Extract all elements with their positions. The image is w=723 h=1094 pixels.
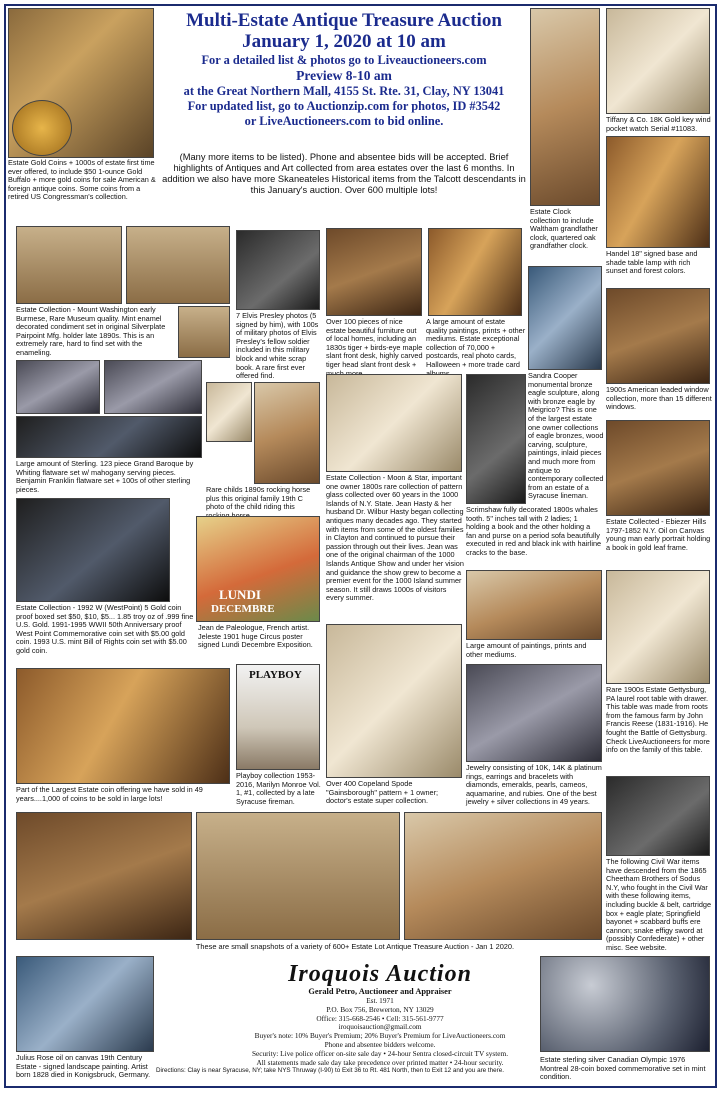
company-email: iroquoisauction@gmail.com (338, 1022, 422, 1032)
snapshot-photo-1 (16, 812, 192, 940)
header-preview-line: Preview 8-10 am (296, 68, 392, 83)
estate-coins-caption: Part of the Largest Estate coin offering we have sold in 49 years....1,000 of coins to be sold in large lots! (16, 785, 203, 803)
snapshots-caption: These are small snapshots of a variety of 600+ Estate Lot Antique Treasure Auction - Jan 1 2020. (195, 942, 515, 951)
scrimshaw-photo (466, 374, 526, 504)
poster-lundi-label: LUNDI (219, 587, 261, 602)
header-auctionzip-line: For updated list, go to Auctionzip.com for photos, ID #3542 (187, 99, 501, 113)
leaded-windows-photo (606, 288, 710, 384)
proof-coins-caption: Estate Collection - 1992 W (WestPoint) 5 Gold coin proof boxed set $50, $10, $5... 1.85 troy oz of .999 fine U.S. Gold. 1991-1995 WWII 50th Anniversary proof West Point Commemorative coin set with $5.00 gold coin. 1993 U.S. mint Bill of Rights coin set with $5.00 gold coin. (16, 603, 194, 655)
presley-photo (236, 230, 320, 310)
estate-coins-photo (16, 668, 230, 784)
auction-date: January 1, 2020 at 10 am (242, 31, 446, 52)
presley-caption: 7 Elvis Presley photos (5 signed by him), with 100s of military photos of Elvis Presley's fellow soldier included in this military block and white scrap book. A rare first ever offered find. (236, 311, 319, 381)
gold-coins-caption: Estate Gold Coins + 1000s of estate first time ever offered, to include $50 1-ounce Gold Buffalo + more gold coins for sale American & foreign antique coins. Some coins from a retired US Congressman's collection. (8, 158, 156, 202)
portrait-photo (606, 420, 710, 516)
condiment-set-photo-2 (126, 226, 230, 304)
buyers-premium: Buyer's note: 10% Buyer's Premium; 20% Buyer's Premium for LiveAuctioneers.com (254, 1031, 506, 1041)
intro-text: (Many more items to be listed). Phone and absentee bids will be accepted. Brief highlights of Antiques and Art collected from area estates over the last 6 months. In addition we also have more Skaneateles Historical items from the Talcott descendants in this January's auction. Over 600 multiple lots! (162, 152, 526, 195)
handel-lamp-photo (606, 136, 710, 248)
sterling-photo-3 (16, 416, 202, 458)
furniture-caption: Over 100 pieces of nice estate beautiful furniture out of local homes, including an 1830s tiger + birds-eye maple slant front desk, highly carved tiger head slant front desk + (326, 317, 423, 369)
rocking-horse-photo-2 (254, 382, 320, 484)
company-owner: Gerald Petro, Auctioneer and Appraiser (308, 987, 452, 996)
security-note: Security: Live police officer on-site sale day • 24-hour Sentra closed-circuit TV system. (251, 1048, 509, 1058)
auction-title: Multi-Estate Antique Treasure Auction (186, 10, 502, 31)
gold-coin-inset-photo (12, 100, 72, 156)
sterling-caption: Large amount of Sterling. 123 piece Grand Baroque by Whiting flatware set w/ mahogany serving pieces. Benjamin Franklin flatware set + 100s of other sterling pieces. (16, 459, 194, 494)
gettysburg-table-photo (606, 570, 710, 684)
prints-caption: Large amount of paintings, prints and other mediums. (466, 641, 587, 659)
eagle-caption: Sandra Cooper monumental bronze eagle sculpture, along with bronze eagle by Meigrico? This is one of the largest estate one owner collections of eagle bronzes, wood carving, sculpture, paintings, inlaid pieces and much more from antique to contemporary collected from an estate of a Syracuse lineman. (528, 371, 604, 501)
jewelry-photo (466, 664, 602, 762)
pattern-glass-caption: Estate Collection - Moon & Star, important one owner 1800s rare collection of pattern glass collected over 60 years in the 1000 Islands of N.Y. State. Jean Hasty & her husband Dr. Wilbur Hasty began collecting antiques many decades ago. They started with items from some of the oldest families in Clayton and continued to pursue their passion through out their lives. Jean was one of the original chairman of the 1000 Islands Antique Show and under her vision and guidance the show grew to become a premier event for the 1000 Island summer season. It still draws 1000s of visitors every summer. (326, 473, 464, 603)
playboy-photo (236, 664, 320, 770)
header-location-line: at the Great Northern Mall, 4155 St. Rte. 31, Clay, NY 13041 (183, 84, 505, 98)
copeland-caption: Over 400 Copeland Spode "Gainsborough" pattern + 1 owner; doctor's estate super collection. (326, 779, 439, 806)
company-established: Est. 1971 (366, 996, 394, 1005)
grandfather-clock-photo (530, 8, 600, 206)
header-bid-online-line: or LiveAuctioneers.com to bid online. (244, 114, 444, 128)
circus-poster-photo (196, 516, 320, 622)
gettysburg-caption: Rare 1900s Estate Gettysburg, PA laurel root table with drawer. This table was made from roots from the famous farm by John Francis Reese (1831-1916). He fought the Battle of Gettysburg. Check LiveAuctioneers for more info on the family of this table. (606, 685, 710, 755)
furniture-photo (326, 228, 422, 316)
precedence-note: All statements made sale day take precedence over printed matter • 24-hour security. (256, 1057, 504, 1067)
civil-war-caption: The following Civil War items have descended from the 1865 Cheetham Brothers of Sodus N.Y, who fought in the Civil War with these following items, including buckle & belt, cartridge box + eagle plate; Springfield bayonet + scabbard buffs ere cannon; snake effigy sword at (possibly Confederate) + other misc. See website. (606, 857, 712, 952)
header-liveauctioneers-line: For a detailed list & photos go to Liveauctioneers.com (201, 53, 487, 67)
clock-caption: Estate Clock collection to include Waltham grandfather clock, quartered oak grandfather clock. (530, 207, 598, 251)
rose-landscape-photo (16, 956, 154, 1052)
directions-note: Directions: Clay is near Syracuse, NY; take NYS Thruway (I-90) to Exit 36 to Rt. 481 North, then to Exit 12 and you are there. (155, 1067, 505, 1074)
snapshot-photo-3 (404, 812, 602, 940)
olympic-caption: Estate sterling silver Canadian Olympic 1976 Montreal 28-coin boxed commemorative set in mint condition. (540, 1055, 706, 1082)
auction-header (158, 10, 530, 129)
pattern-glass-photo (326, 374, 462, 472)
scrimshaw-caption: Scrimshaw fully decorated 1800s whales tooth. 5" inches tall with 2 ladies; 1 holding a book and the other holding a fan and purse on a period sofa beautifully executed in red and black ink with hairline cracks to the base. (466, 505, 602, 557)
snapshot-photo-2 (196, 812, 400, 940)
paintings-cards-caption: A large amount of estate quality paintings, prints + other mediums. Estate exceptional collection of 70,000 + postcards, real photo cards, Halloween + more trade card (426, 317, 526, 369)
rose-caption: Julius Rose oil on canvas 19th Century Estate - signed landscape painting. Artist born 1828 died in Konigsbruck, Germany. (16, 1053, 151, 1080)
company-name: Iroquois Auction (288, 961, 472, 987)
company-phones: Office: 315-668-2546 • Cell: 315-561-9777 (316, 1013, 444, 1023)
tiffany-watch-photo (606, 8, 710, 114)
condiment-set-caption: Estate Collection - Mount Washington early Burmese, Rare Museum quality. Mint enamel decorated condiment set in original Silverplate Pairpoint Mfg. holder late 1890s. This is an extremely rare, hard to find set with the enameling. (16, 305, 166, 357)
playboy-masthead: PLAYBOY (249, 669, 302, 681)
rocking-horse-photo-1 (206, 382, 252, 442)
jewelry-caption: Jewelry consisting of 10K, 14K & platinum rings, earrings and bracelets with diamonds, emeralds, pearls, cameos, aquamarine, and rubies. One of the best jewelry + silver collections in 49 years. (466, 763, 602, 807)
condiment-set-photo-3 (178, 306, 230, 358)
circus-poster-caption: Jean de Paleologue, French artist. Jeleste 1901 huge Circus poster signed Lundi Decembre Exposition. (198, 623, 313, 650)
windows-caption: 1900s American leaded window collection, more than 15 different windows. (606, 385, 712, 412)
playboy-caption: Playboy collection 1953-2016, Marilyn Monroe Vol. 1, #1, collected by a late Syracuse fireman. (236, 771, 321, 806)
company-address: P.O. Box 756, Brewerton, NY 13029 (326, 1004, 434, 1014)
handel-lamp-caption: Handel 18" signed base and shade table lamp with rich sunset and forest colors. (606, 249, 698, 276)
prints-photo (466, 570, 602, 640)
poster-decembre-label: DECEMBRE (211, 603, 275, 615)
eagle-sculpture-photo (528, 266, 602, 370)
sterling-photo-1 (16, 360, 100, 414)
sterling-photo-2 (104, 360, 202, 414)
condiment-set-photo-1 (16, 226, 122, 304)
tiffany-caption: Tiffany & Co. 18K Gold key wind pocket watch Serial #11083. (606, 115, 711, 133)
portrait-caption: Estate Collected - Ebiezer Hills 1797-1852 N.Y. Oil on Canvas young man early portrait holding a book in gold leaf frame. (606, 517, 711, 552)
proof-coins-photo (16, 498, 170, 602)
bidders-welcome: Phone and absentee bidders welcome. (324, 1039, 436, 1049)
copeland-spode-photo (326, 624, 462, 778)
rocking-horse-caption: Rare childs 1890s rocking horse plus this original family 19th C photo of the child riding this (206, 485, 311, 512)
postcard-albums-photo (428, 228, 522, 316)
auction-company-block (230, 961, 530, 1067)
olympic-coin-set-photo (540, 956, 710, 1052)
civil-war-photo (606, 776, 710, 856)
